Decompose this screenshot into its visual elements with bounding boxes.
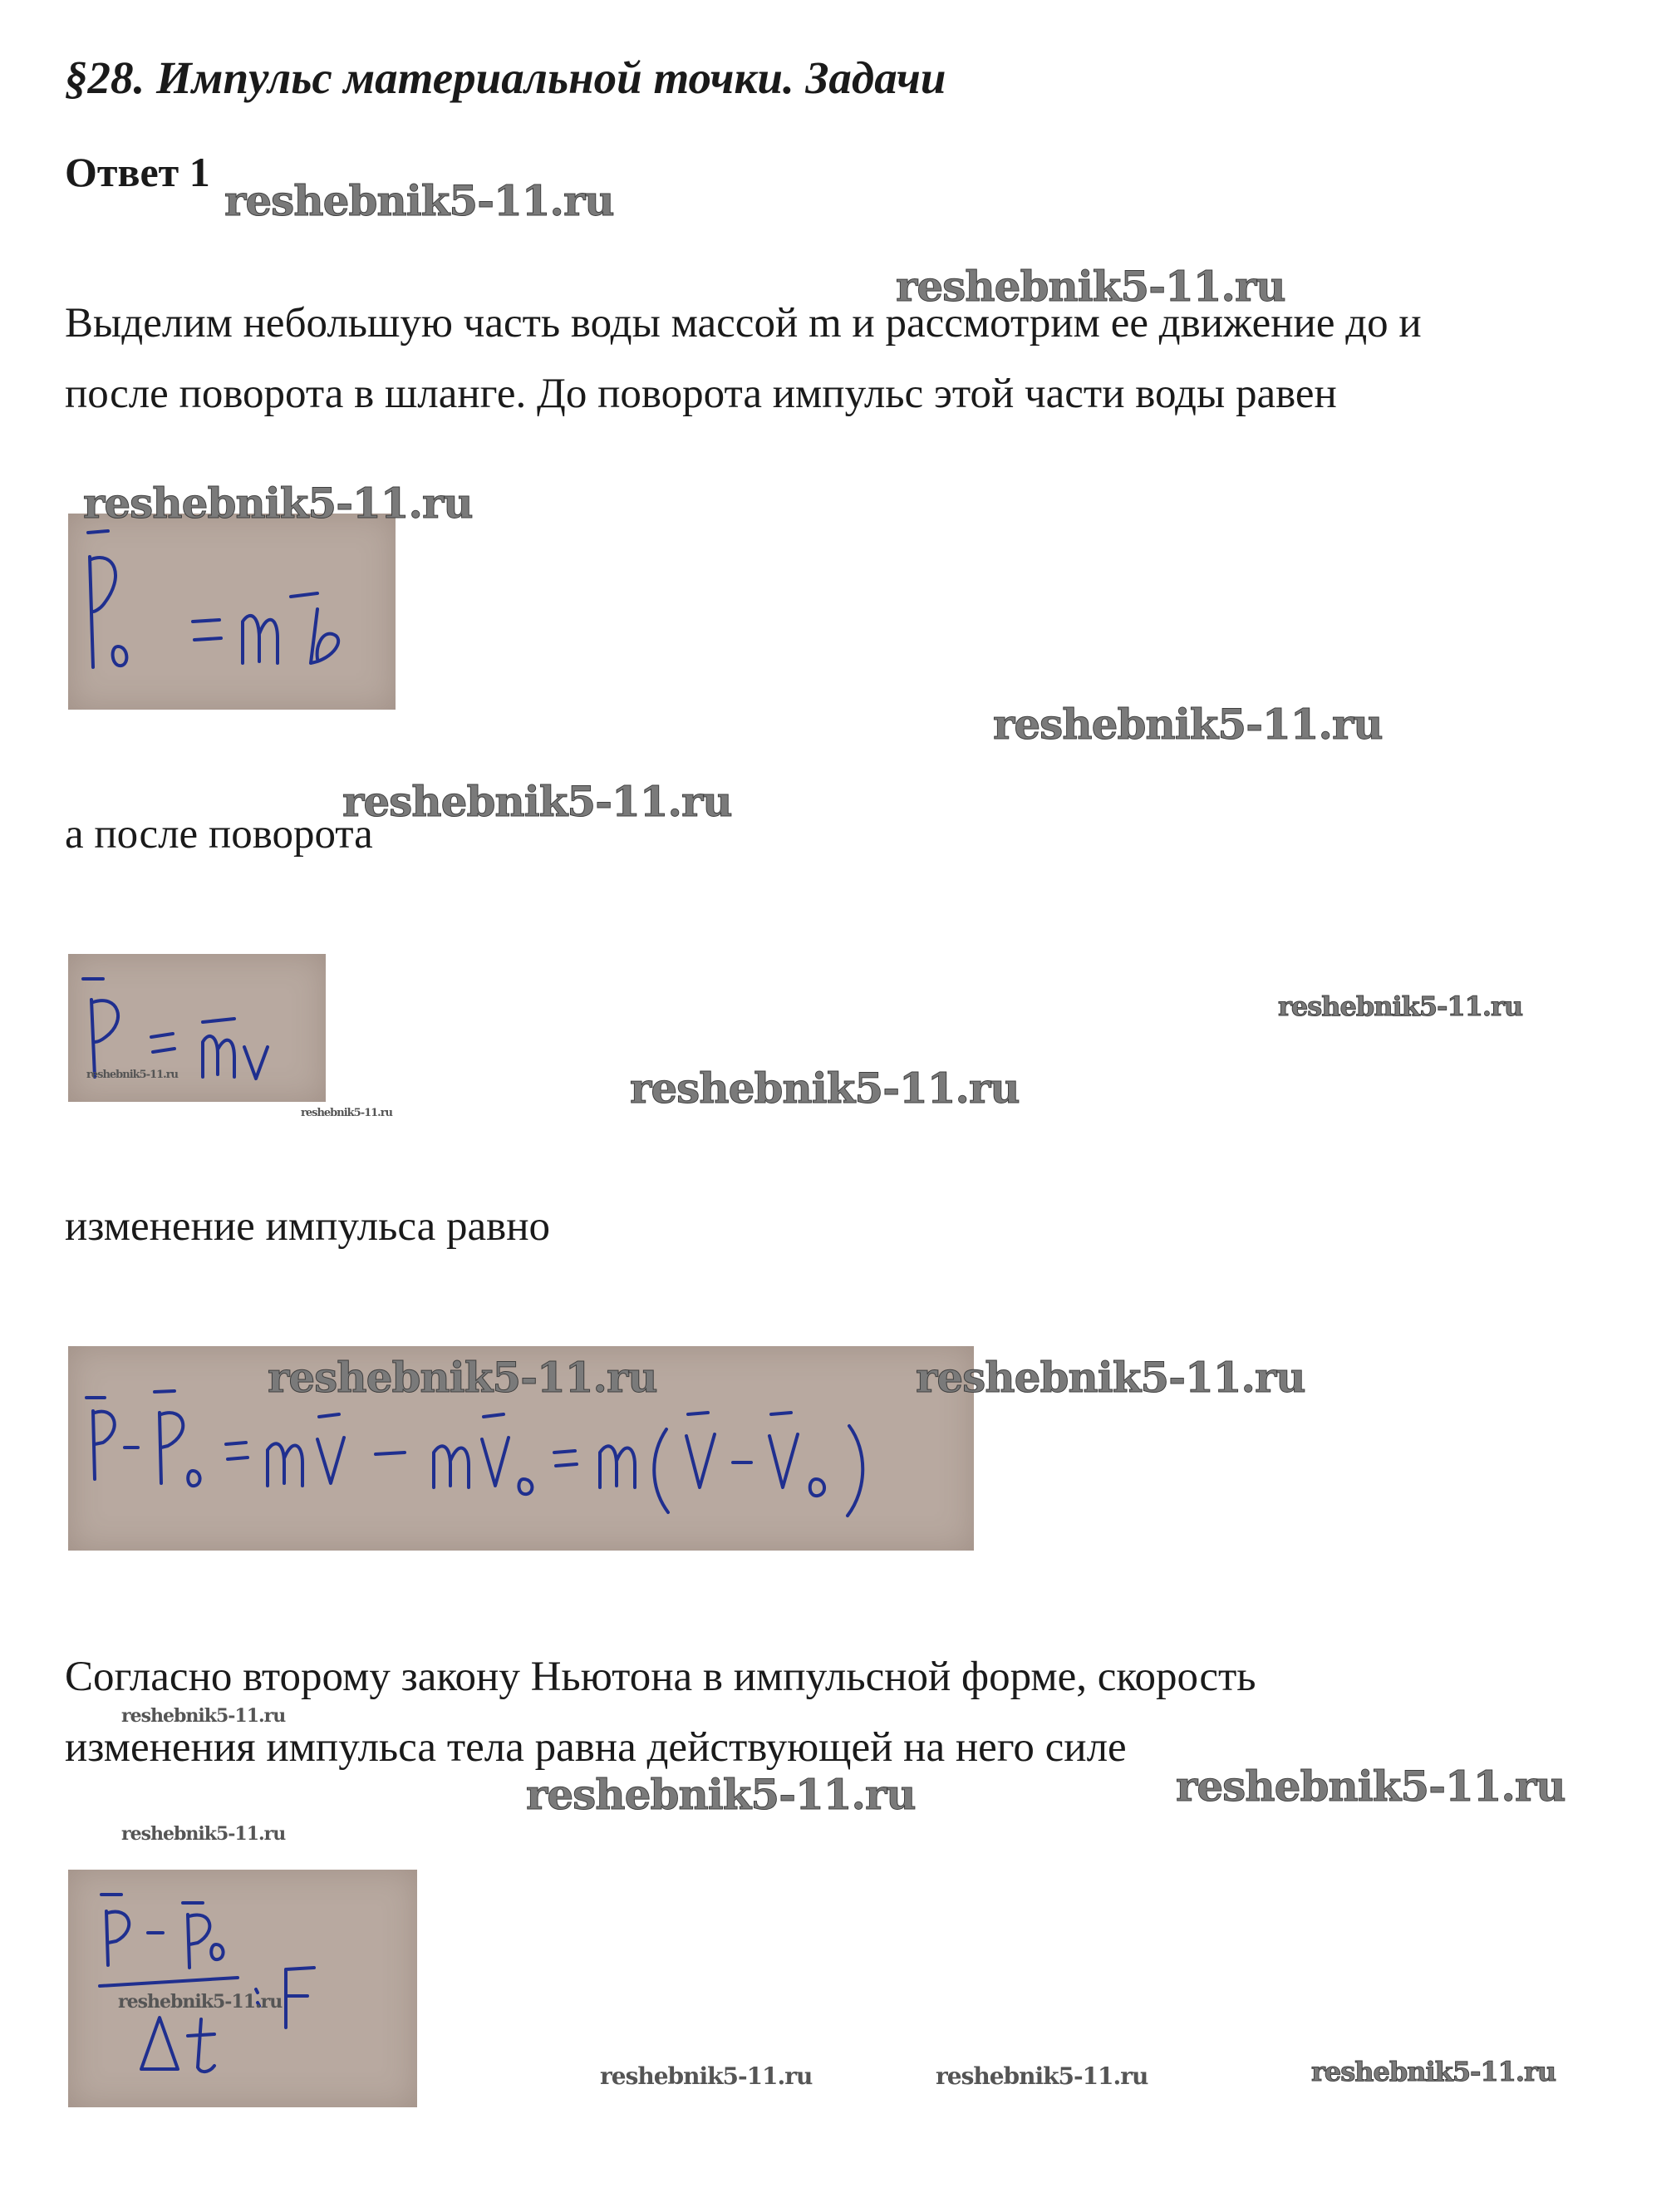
paragraph-4-line-2: изменения импульса тела равна действующей на него силе [65,1724,1127,1771]
paragraph-2: а после поворота [65,811,373,858]
handwritten-formula-p0 [68,514,396,710]
watermark: reshebnik5-11.ru [1311,2056,1556,2087]
paragraph-3: изменение импульса равно [65,1203,551,1250]
formula-image-final-momentum: reshebnik5-11.ru [68,954,326,1102]
formula-image-newton-second-law: reshebnik5-11.ru [68,1870,417,2107]
watermark: reshebnik5-11.ru [993,700,1383,749]
handwritten-formula-force [68,1870,417,2107]
watermark: reshebnik5-11.ru [526,1770,916,1819]
paragraph-1-line-2: после поворота в шланге. До поворота импульс этой части воды равен [65,371,1337,417]
formula-image-momentum-change: reshebnik5-11.ru [68,1346,974,1551]
watermark: reshebnik5-11.ru [896,262,1285,311]
watermark: reshebnik5-11.ru [630,1064,1020,1113]
watermark: reshebnik5-11.ru [1176,1762,1565,1811]
watermark: reshebnik5-11.ru [916,1353,1305,1402]
watermark: reshebnik5-11.ru [936,2062,1148,2090]
watermark: reshebnik5-11.ru [600,2062,813,2090]
watermark: reshebnik5-11.ru [1278,990,1523,1022]
watermark: reshebnik5-11.ru [224,176,614,225]
paragraph-1-line-1: Выделим небольшую часть воды массой m и рассмотрим ее движение до и [65,300,1422,347]
page-title: §28. Импульс материальной точки. Задачи [65,52,946,103]
watermark: reshebnik5-11.ru [121,1823,286,1845]
watermark: reshebnik5-11.ru [342,777,732,826]
answer-heading: Ответ 1 [65,149,210,195]
paragraph-4-line-1: Согласно второму закону Ньютона в импульсной форме, скорость [65,1654,1256,1700]
watermark: reshebnik5-11.ru [121,1705,286,1727]
formula-image-initial-momentum: reshebnik5-11.ru [68,514,396,710]
watermark: reshebnik5-11.ru [301,1107,393,1119]
